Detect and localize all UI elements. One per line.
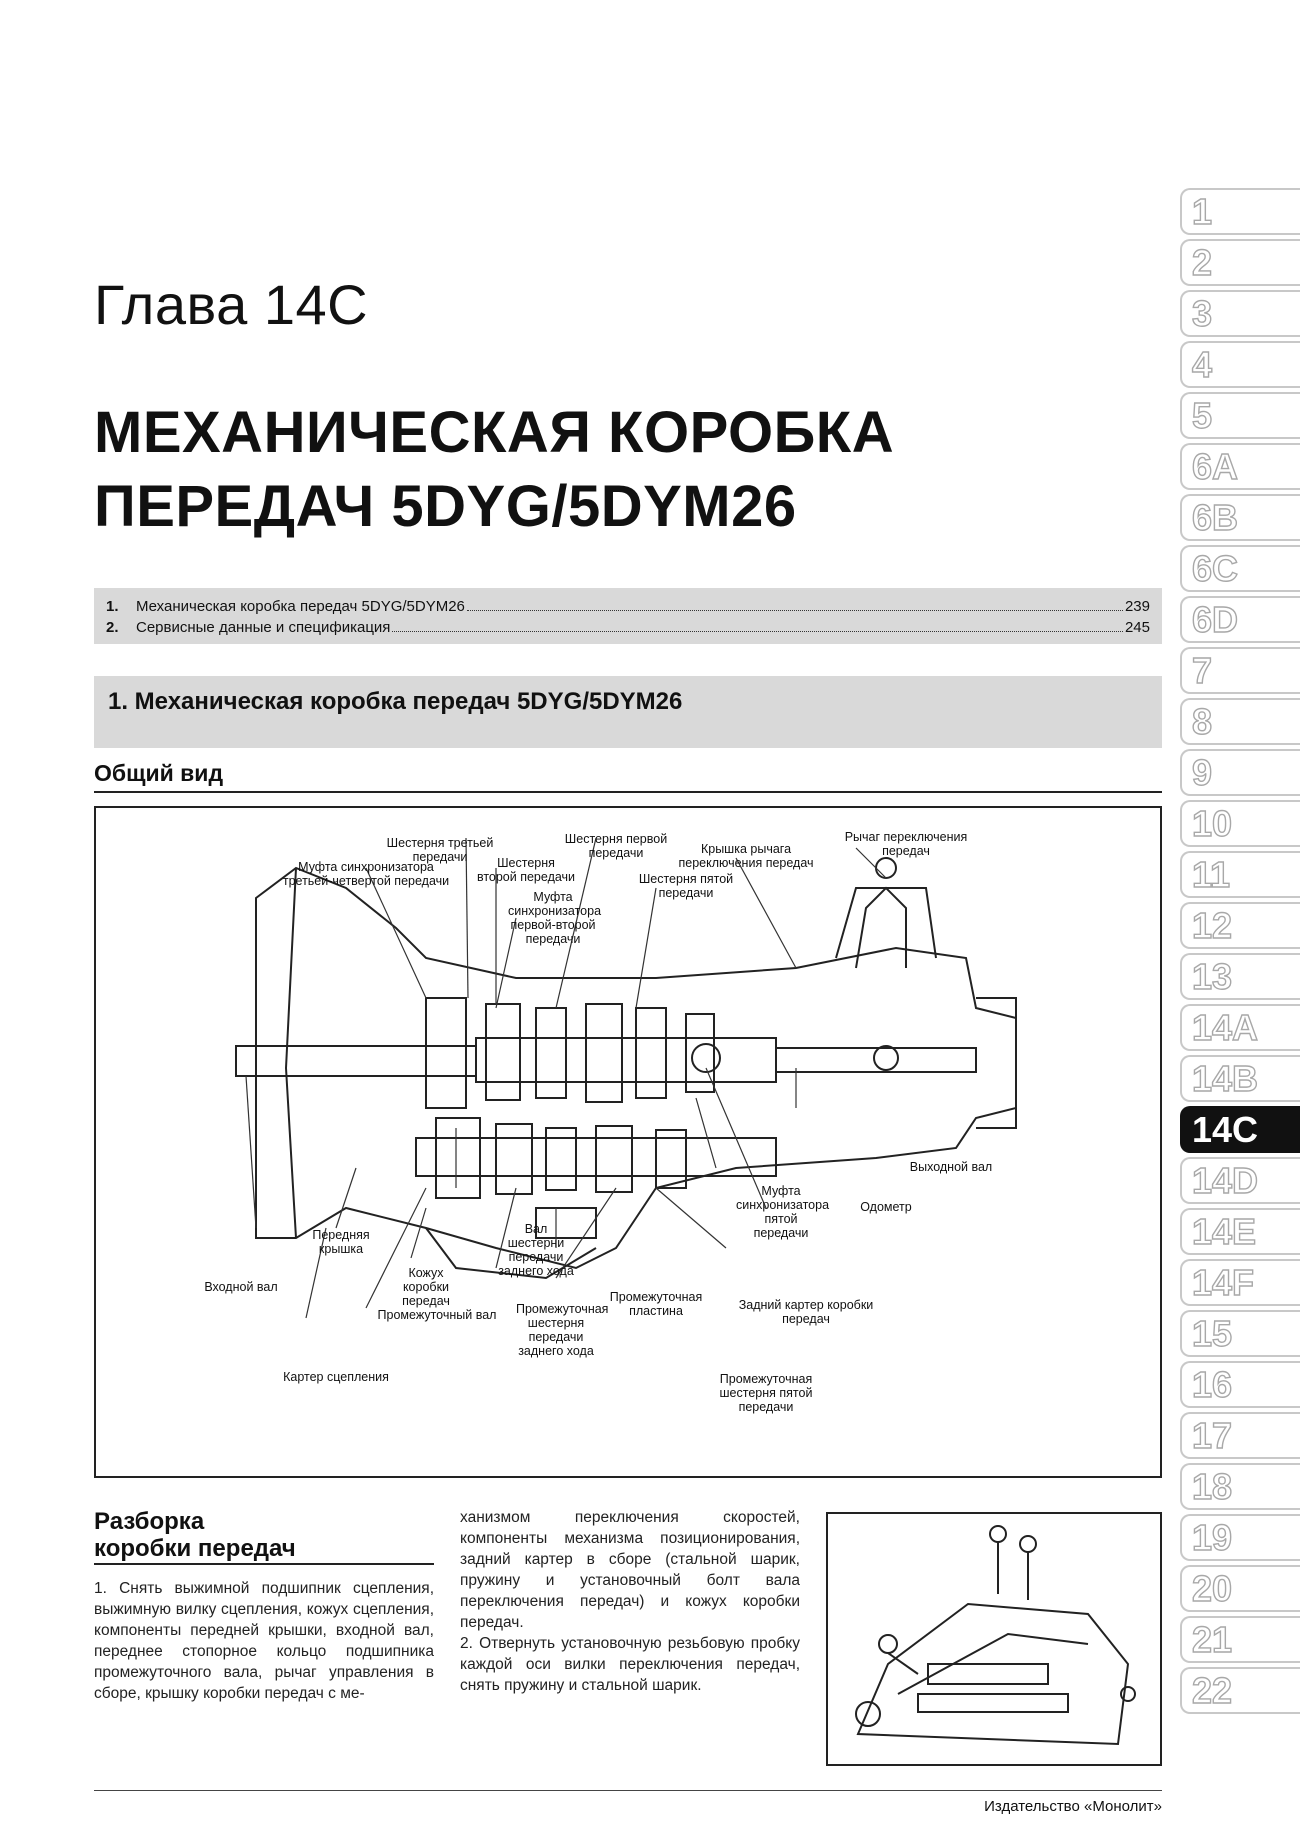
subsection-title [94,1508,434,1562]
toc-row[interactable] [106,619,1150,641]
tab-14f[interactable]: 14F [1180,1259,1300,1306]
tab-6d[interactable]: 6D [1180,596,1300,643]
tab-14d[interactable]: 14D [1180,1157,1300,1204]
label-fifth-gear: Шестерня пятой передачи [638,872,734,900]
tab-20[interactable]: 20 [1180,1565,1300,1612]
subsection-divider [94,1563,434,1565]
label-input-shaft: Входной вал [204,1280,278,1294]
label-fifth-idler: Промежуточная шестерня пятой передачи [719,1372,813,1414]
tab-2[interactable]: 2 [1180,239,1300,286]
tab-19[interactable]: 19 [1180,1514,1300,1561]
footer-divider [94,1790,1162,1791]
tab-17[interactable]: 17 [1180,1412,1300,1459]
tab-11[interactable]: 11 [1180,851,1300,898]
label-sync-5: Муфта синхронизатора пятой передачи [736,1184,830,1240]
tab-7[interactable]: 7 [1180,647,1300,694]
tab-21[interactable]: 21 [1180,1616,1300,1663]
tab-4[interactable]: 4 [1180,341,1300,388]
subsection-title-line-1: Разборка [94,1508,205,1535]
label-second-gear: Шестерня второй передачи [476,856,576,884]
toc-num: 2. [106,619,119,636]
toc-dots [467,610,1123,611]
label-shift-lever: Рычаг переключения передач [844,830,968,858]
tab-1[interactable]: 1 [1180,188,1300,235]
toc-text: Сервисные данные и спецификация [136,619,391,636]
toc-text: Механическая коробка передач 5DYG/5DYM26 [136,598,465,615]
chapter-heading: Глава 14С [94,273,369,336]
disassembly-illustration [826,1512,1162,1766]
tab-14c[interactable]: 14C [1180,1106,1300,1153]
section-title: 1. Механическая коробка передач 5DYG/5DYM26 [108,688,683,715]
label-odometer: Одометр [860,1200,912,1214]
body-text-column-2 [460,1507,800,1696]
tab-14e[interactable]: 14E [1180,1208,1300,1255]
body-text-paragraph: 2. Отвернуть установочную резьбовую пробку каждой оси вилки переключения передач, снять пружину и стальной шарик. [460,1635,800,1694]
tab-8[interactable]: 8 [1180,698,1300,745]
label-intermediate-plate: Промежуточная пластина [609,1290,703,1318]
page-title [94,396,1074,544]
tab-6b[interactable]: 6B [1180,494,1300,541]
subsection-title-line-2: коробки передач [94,1535,296,1562]
toc-row[interactable] [106,598,1150,620]
label-third-gear: Шестерня третьей передачи [386,836,494,864]
toc-dots [392,631,1123,632]
label-first-gear: Шестерня первой передачи [564,832,668,860]
disassembly-drawing [828,1514,1160,1764]
label-front-cover: Передняя крышка [312,1228,370,1256]
label-sync-1-2: Муфта синхронизатора первой-второй передачи [508,890,602,946]
tab-16[interactable]: 16 [1180,1361,1300,1408]
toc-num: 1. [106,598,119,615]
label-reverse-idler: Промежуточная шестерня передачи заднего хода [516,1302,609,1358]
title-line-2: ПЕРЕДАЧ 5DYG/5DYM26 [94,474,797,539]
label-rear-case: Задний картер коробки передач [738,1298,874,1326]
label-gearbox-case: Кожух коробки передач [402,1266,450,1308]
publisher-footer: Издательство «Монолит» [984,1798,1162,1815]
tab-3[interactable]: 3 [1180,290,1300,337]
label-shift-cover: Крышка рычага переключения передач [678,842,814,870]
label-countershaft: Промежуточный вал [377,1308,497,1322]
body-text-column-1: 1. Снять выжимной подшипник сцепления, выжимную вилку сцепления, кожух сцепления, компоненты передней крышки, входной вал, переднее стопорное кольцо подшипника промежуточного вала, рычаг управления в сборе, крышку коробки передач с ме- [94,1580,434,1702]
tab-13[interactable]: 13 [1180,953,1300,1000]
toc-page: 245 [1124,619,1150,636]
title-line-1: МЕХАНИЧЕСКАЯ КОРОБКА [94,400,895,465]
transmission-drawing [96,808,1160,1476]
tab-10[interactable]: 10 [1180,800,1300,847]
section-header [94,676,1162,748]
label-sync-3-4: Муфта синхронизатора третьей-четвертой передачи [282,860,450,888]
tab-22[interactable]: 22 [1180,1667,1300,1714]
subheading-general-view: Общий вид [94,760,1162,793]
tab-18[interactable]: 18 [1180,1463,1300,1510]
table-of-contents [94,588,1162,644]
tab-6a[interactable]: 6A [1180,443,1300,490]
tab-5[interactable]: 5 [1180,392,1300,439]
label-clutch-housing: Картер сцепления [283,1370,389,1384]
transmission-diagram [94,806,1162,1478]
label-output-shaft: Выходной вал [909,1160,993,1174]
body-text-paragraph: ханизмом переключения скоростей, компоненты механизма позиционирования, задний картер в сборе (стальной шарик, пружину и установочный болт вала переключения передач) и кожух коробки передач. [460,1509,800,1631]
chapter-tabs [1180,188,1300,1718]
tab-14b[interactable]: 14B [1180,1055,1300,1102]
tab-15[interactable]: 15 [1180,1310,1300,1357]
toc-page: 239 [1124,598,1150,615]
tab-14a[interactable]: 14A [1180,1004,1300,1051]
tab-9[interactable]: 9 [1180,749,1300,796]
tab-6c[interactable]: 6C [1180,545,1300,592]
label-reverse-shaft: Вал шестерни передачи заднего хода [498,1222,574,1278]
tab-12[interactable]: 12 [1180,902,1300,949]
